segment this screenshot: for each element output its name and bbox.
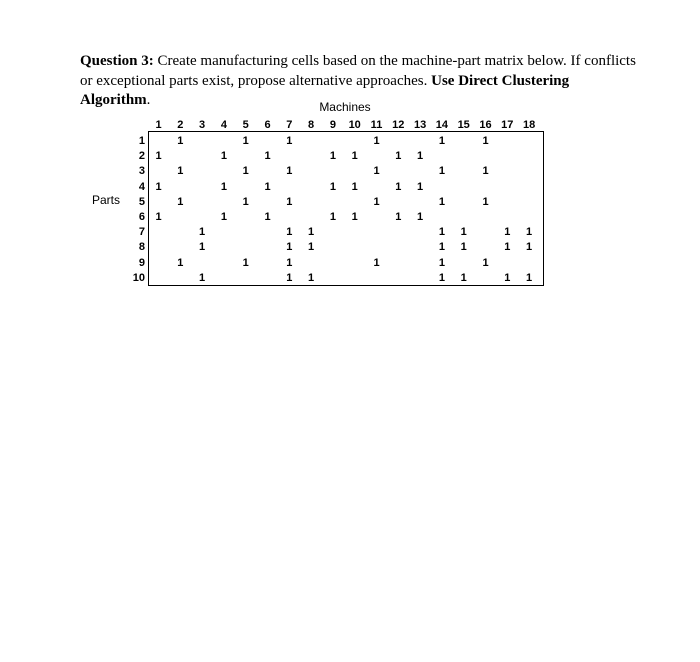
question-body: Create manufacturing cells based on the machine-part matrix below. If conflicts or exceptional parts exist, propose alternative approaches. bbox=[80, 53, 636, 89]
machine-header-7: 7 bbox=[286, 119, 293, 131]
machine-header-15: 15 bbox=[457, 119, 470, 131]
machine-header-13: 13 bbox=[413, 119, 427, 131]
cell-part-2-machine-4: 1 bbox=[220, 150, 227, 163]
cell-part-8-machine-17: 1 bbox=[504, 241, 511, 254]
cell-part-6-machine-4: 1 bbox=[220, 211, 227, 223]
part-header-3: 3 bbox=[138, 165, 145, 178]
part-header-1: 1 bbox=[138, 135, 145, 147]
cell-part-9-machine-7: 1 bbox=[286, 256, 293, 269]
cell-part-4-machine-12: 1 bbox=[395, 180, 402, 193]
cell-part-7-machine-7: 1 bbox=[286, 226, 293, 239]
machine-header-4: 4 bbox=[220, 119, 227, 131]
cell-part-4-machine-4: 1 bbox=[220, 180, 227, 193]
cell-part-5-machine-5: 1 bbox=[242, 195, 249, 208]
cell-part-3-machine-11: 1 bbox=[373, 165, 380, 178]
cell-part-4-machine-10: 1 bbox=[351, 180, 358, 193]
cell-part-1-machine-14: 1 bbox=[438, 135, 445, 147]
machine-header-10: 10 bbox=[348, 119, 361, 131]
question-end: . bbox=[146, 92, 151, 108]
cell-part-2-machine-6: 1 bbox=[264, 150, 271, 163]
cell-part-6-machine-1: 1 bbox=[155, 211, 162, 223]
cell-part-3-machine-16: 1 bbox=[482, 165, 489, 178]
cell-part-6-machine-10: 1 bbox=[351, 211, 358, 223]
question-emphasis: Use Direct Clustering Algorithm bbox=[80, 72, 570, 108]
machine-header-18: 18 bbox=[522, 119, 536, 131]
part-header-8: 8 bbox=[138, 241, 145, 254]
cell-part-1-machine-16: 1 bbox=[482, 135, 489, 147]
cell-part-7-machine-3: 1 bbox=[199, 226, 206, 239]
cell-part-1-machine-5: 1 bbox=[242, 135, 249, 147]
cell-part-4-machine-1: 1 bbox=[155, 180, 162, 193]
part-header-6: 6 bbox=[138, 211, 145, 223]
cell-part-9-machine-16: 1 bbox=[482, 256, 489, 269]
cell-part-2-machine-13: 1 bbox=[417, 150, 424, 163]
machine-header-14: 14 bbox=[435, 119, 449, 131]
cell-part-6-machine-12: 1 bbox=[395, 211, 402, 223]
question-label: Question 3: bbox=[80, 53, 154, 69]
part-header-10: 10 bbox=[132, 271, 145, 284]
cell-part-10-machine-7: 1 bbox=[286, 271, 293, 284]
part-header-4: 4 bbox=[138, 180, 145, 193]
cell-part-7-machine-17: 1 bbox=[504, 226, 511, 239]
cell-part-8-machine-7: 1 bbox=[286, 241, 293, 254]
cell-part-10-machine-18: 1 bbox=[526, 271, 533, 284]
cell-part-5-machine-14: 1 bbox=[438, 195, 445, 208]
cell-part-8-machine-15: 1 bbox=[460, 241, 467, 254]
cell-part-3-machine-5: 1 bbox=[242, 165, 249, 178]
cell-part-10-machine-17: 1 bbox=[504, 271, 511, 284]
cell-part-3-machine-2: 1 bbox=[177, 165, 184, 178]
machine-header-12: 12 bbox=[392, 119, 405, 131]
cell-part-2-machine-9: 1 bbox=[329, 150, 336, 163]
cell-part-2-machine-12: 1 bbox=[395, 150, 402, 163]
cell-part-7-machine-15: 1 bbox=[460, 226, 467, 239]
cell-part-2-machine-1: 1 bbox=[155, 150, 162, 163]
part-header-7: 7 bbox=[138, 226, 145, 239]
cell-part-2-machine-10: 1 bbox=[351, 150, 358, 163]
cell-part-10-machine-3: 1 bbox=[199, 271, 206, 284]
cell-part-5-machine-2: 1 bbox=[177, 195, 184, 208]
machine-column-headers bbox=[0, 118, 700, 132]
machine-header-11: 11 bbox=[370, 119, 383, 131]
cell-part-1-machine-11: 1 bbox=[373, 135, 380, 147]
machine-header-8: 8 bbox=[308, 119, 315, 131]
machine-header-3: 3 bbox=[199, 119, 206, 131]
cell-part-4-machine-13: 1 bbox=[417, 180, 424, 193]
cell-part-4-machine-6: 1 bbox=[264, 180, 271, 193]
cell-part-3-machine-14: 1 bbox=[438, 165, 445, 178]
cell-part-10-machine-15: 1 bbox=[460, 271, 467, 284]
cell-part-9-machine-5: 1 bbox=[242, 256, 249, 269]
cell-part-9-machine-2: 1 bbox=[177, 256, 184, 269]
cell-part-10-machine-8: 1 bbox=[308, 271, 315, 284]
cell-part-9-machine-14: 1 bbox=[438, 256, 445, 269]
part-header-2: 2 bbox=[138, 150, 145, 163]
machine-header-16: 16 bbox=[479, 119, 492, 131]
cell-part-1-machine-2: 1 bbox=[177, 135, 184, 147]
cell-part-3-machine-7: 1 bbox=[286, 165, 293, 178]
machine-header-17: 17 bbox=[501, 119, 514, 131]
cell-part-5-machine-7: 1 bbox=[286, 195, 293, 208]
machines-axis-title: Machines bbox=[319, 100, 371, 114]
part-header-5: 5 bbox=[138, 195, 145, 208]
cell-part-5-machine-11: 1 bbox=[373, 195, 380, 208]
cell-part-8-machine-18: 1 bbox=[526, 241, 533, 254]
machine-header-6: 6 bbox=[264, 119, 271, 131]
cell-part-7-machine-18: 1 bbox=[526, 226, 533, 239]
cell-part-8-machine-8: 1 bbox=[308, 241, 315, 254]
cell-part-10-machine-14: 1 bbox=[438, 271, 445, 284]
cell-part-6-machine-6: 1 bbox=[264, 211, 271, 223]
cell-part-7-machine-8: 1 bbox=[308, 226, 315, 239]
cell-part-1-machine-7: 1 bbox=[286, 135, 293, 147]
cell-part-7-machine-14: 1 bbox=[438, 226, 445, 239]
machine-header-5: 5 bbox=[242, 119, 249, 131]
cell-part-8-machine-14: 1 bbox=[438, 241, 445, 254]
cell-part-9-machine-11: 1 bbox=[373, 256, 380, 269]
machine-header-1: 1 bbox=[155, 119, 162, 131]
cell-part-6-machine-13: 1 bbox=[417, 211, 424, 223]
cell-part-8-machine-3: 1 bbox=[199, 241, 206, 254]
machine-header-2: 2 bbox=[177, 119, 184, 131]
cell-part-6-machine-9: 1 bbox=[329, 211, 336, 223]
cell-part-5-machine-16: 1 bbox=[482, 195, 489, 208]
machine-header-9: 9 bbox=[329, 119, 336, 131]
parts-axis-title: Parts bbox=[92, 193, 121, 207]
cell-part-4-machine-9: 1 bbox=[329, 180, 336, 193]
part-header-9: 9 bbox=[138, 256, 145, 269]
